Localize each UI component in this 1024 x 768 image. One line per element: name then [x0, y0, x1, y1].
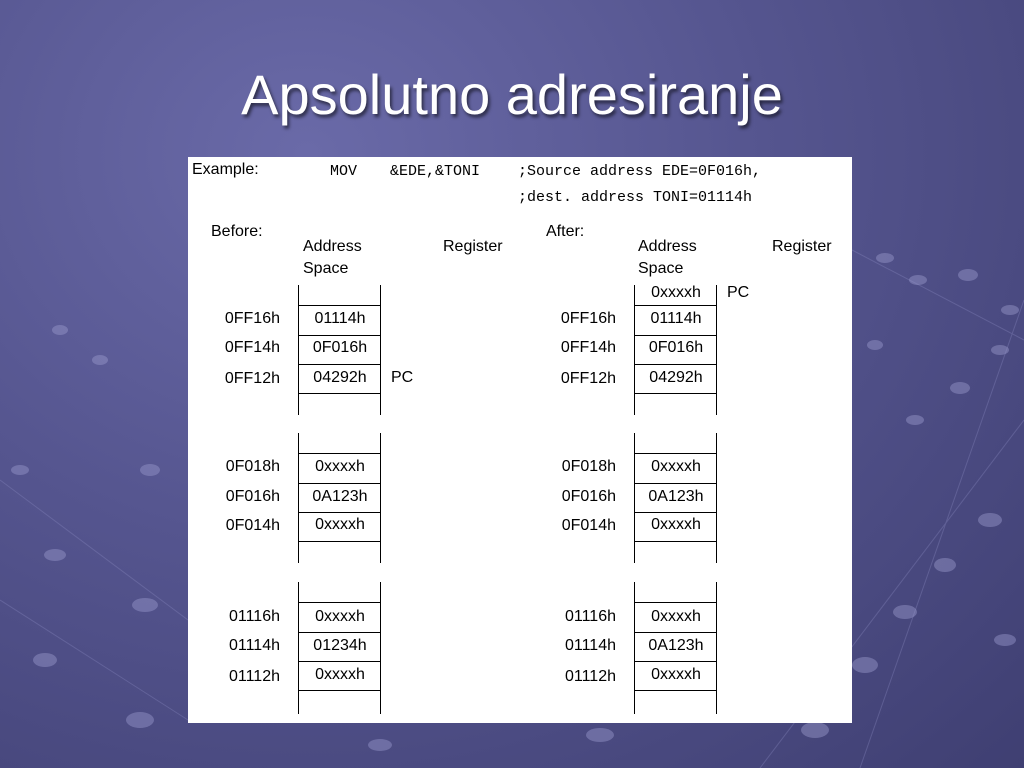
after-memory-value-top: 0xxxxh [651, 284, 701, 301]
before-mem-divider [298, 690, 381, 691]
before-address: 0F014h [225, 517, 280, 534]
before-label: Before: [211, 223, 263, 240]
before-memory-value: 0A123h [312, 488, 368, 505]
after-memory-value: 04292h [649, 369, 703, 386]
before-address: 01116h [228, 608, 280, 625]
after-memory-value: 0xxxxh [651, 516, 701, 533]
slide-title: Apsolutno adresiranje [241, 63, 783, 126]
after-mem-divider [634, 393, 717, 394]
before-mem-divider [298, 541, 381, 542]
after-mem-divider [634, 483, 717, 484]
example-comment-dest: ;dest. address TONI=01114h [518, 189, 753, 206]
memory-diagram [188, 157, 852, 723]
before-address: 0F018h [225, 458, 280, 475]
after-mem-divider [634, 632, 717, 633]
before-memory-value: 01114h [314, 310, 366, 327]
before-mem-divider [298, 305, 381, 306]
after-address: 0FF16h [560, 310, 616, 327]
after-address: 0FF12h [560, 370, 616, 387]
before-address: 0F016h [225, 488, 280, 505]
before-mem-divider [298, 661, 381, 662]
example-comment-source: ;Source address EDE=0F016h, [518, 163, 762, 180]
after-mem-divider [634, 661, 717, 662]
before-address: 0FF14h [224, 339, 280, 356]
example-operands: &EDE,&TONI [390, 163, 481, 180]
before-memory-value: 0xxxxh [315, 516, 365, 533]
after-address: 0F018h [561, 458, 616, 475]
before-mem-divider [298, 602, 381, 603]
after-mem-divider [634, 602, 717, 603]
before-mem-divider [298, 335, 381, 336]
after-address: 01114h [564, 637, 616, 654]
after-mem-divider [634, 335, 717, 336]
after-mem-divider [634, 453, 717, 454]
before-memory-value: 04292h [313, 369, 367, 386]
after-address: 0FF14h [560, 339, 616, 356]
after-mem-divider [634, 305, 717, 306]
after-mem-divider [634, 364, 717, 365]
after-register-header: Register [772, 238, 832, 255]
before-mem-divider [298, 632, 381, 633]
after-memory-value: 0A123h [648, 637, 704, 654]
example-mnemonic: MOV [330, 163, 358, 180]
after-space-header: Space [638, 260, 684, 277]
before-address: 0FF12h [224, 370, 280, 387]
before-pc-label: PC [391, 369, 414, 386]
after-memory-value: 0xxxxh [651, 458, 701, 475]
before-mem-divider [298, 483, 381, 484]
after-memory-value: 0xxxxh [651, 666, 701, 683]
after-mem-divider [634, 512, 717, 513]
after-label: After: [546, 223, 585, 240]
before-address: 01112h [228, 668, 280, 685]
after-mem-divider [634, 541, 717, 542]
before-memory-value: 01234h [313, 637, 367, 654]
after-memory-value: 0A123h [648, 488, 704, 505]
after-memory-value: 01114h [650, 310, 702, 327]
example-label: Example: [192, 161, 259, 178]
after-memory-value: 0F016h [648, 339, 704, 356]
after-address: 01116h [564, 608, 616, 625]
after-address: 0F016h [561, 488, 616, 505]
before-space-header: Space [303, 260, 349, 277]
after-memory-value: 0xxxxh [651, 608, 701, 625]
after-address: 0F014h [561, 517, 616, 534]
before-memory-value: 0xxxxh [315, 458, 365, 475]
before-address-header: Address [303, 238, 362, 255]
after-mem-divider [634, 690, 717, 691]
before-address: 0FF16h [224, 310, 280, 327]
before-address: 01114h [228, 637, 280, 654]
before-mem-divider [298, 453, 381, 454]
before-mem-divider [298, 512, 381, 513]
after-pc-label: PC [727, 284, 750, 301]
before-mem-divider [298, 393, 381, 394]
before-register-header: Register [443, 238, 503, 255]
after-address: 01112h [564, 668, 616, 685]
before-mem-divider [298, 364, 381, 365]
before-memory-value: 0xxxxh [315, 608, 365, 625]
before-memory-value: 0F016h [312, 339, 368, 356]
after-address-header: Address [638, 238, 697, 255]
before-memory-value: 0xxxxh [315, 666, 365, 683]
